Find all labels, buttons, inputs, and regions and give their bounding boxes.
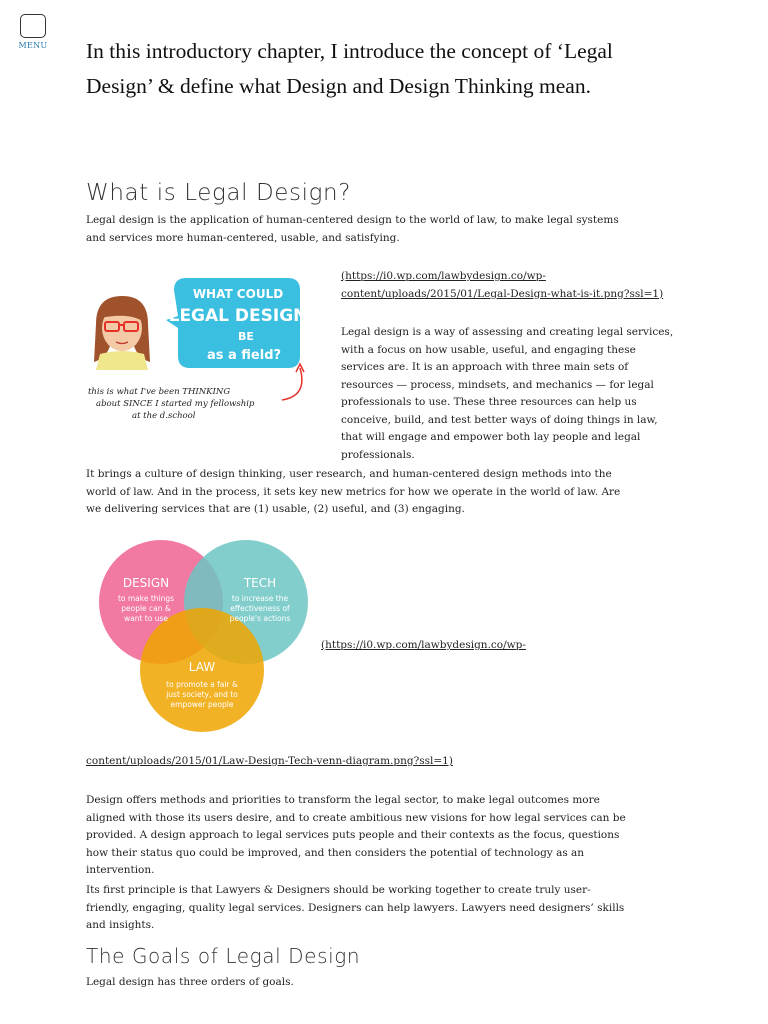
bubble-text-4: as a field? [206,348,282,363]
venn-tech-l3: people's actions [229,614,291,623]
paragraph-culture: It brings a culture of design thinking, user research, and human-centered design methods into the world of law. And in the process, it sets key new metrics for how we operate in the world of law. Are we delivering services that are (1) usable, (2) useful, and (3) engaging. [86,468,621,515]
venn-tech-l2: effectiveness of [230,604,290,613]
image-link-venn-part2[interactable] [86,753,586,771]
paragraph-assessing: Legal design is a way of assessing and creating legal services, with a focus on how usable, useful, and engaging these services are. It is an approach with three main sets of resources — process, mindsets, and mechanics — for legal professionals to use. These three resources can help us conceive, build, and test better ways of doing things in law, that will engage and empower both lay people and legal professionals. [341,326,674,461]
image-link-legal-design[interactable] [341,268,671,303]
shirt [96,351,148,370]
venn-design-title: DESIGN [122,576,170,590]
venn-law-l3: empower people [170,700,234,709]
paragraph-methods: Design offers methods and priorities to transform the legal sector, to make legal outcomes more aligned with those its users desire, and to create ambitious new visions for how legal services can be provided. A design approach to legal services puts people and their contexts as the focus, questions how their status quo could be improved, and then considers the potential of technology as an intervention. [86,794,626,876]
bubble-text-1: WHAT COULD [192,287,284,301]
venn-tech-title: TECH [243,576,277,590]
legal-design-illustration [86,266,326,436]
venn-design-l3: want to use [124,614,168,623]
menu-icon [20,14,46,38]
venn-design-l2: people can & [121,604,171,613]
paragraph-goals: Legal design has three orders of goals. [86,976,294,988]
menu-button[interactable] [18,14,48,54]
caption-line-2: about SINCE I started my fellowship [96,399,255,409]
venn-law-title: LAW [188,660,216,674]
bubble-text-2: LEGAL DESIGN [168,306,308,326]
venn-law-l1: to promote a fair & [166,680,238,689]
law-design-tech-venn-diagram [86,540,320,734]
caption-line-1: this is what I've been THINKING [88,387,231,397]
bubble-text-3: BE [238,330,254,343]
venn-design-l1: to make things [117,594,175,603]
image-link-venn-part1[interactable] [321,637,621,655]
intro-text: In this introductory chapter, I introduce the concept of ‘Legal Design’ & define what Design and Design Thinking mean. [86,39,613,98]
section-heading-what-is-legal-design: What is Legal Design? [86,180,352,206]
image-link-venn-anchor-2[interactable]: content/uploads/2015/01/Law-Design-Tech-venn-diagram.png?ssl=1) [86,755,453,767]
venn-law-l2: just society, and to [166,690,238,699]
paragraph-definition: Legal design is the application of human-centered design to the world of law, to make legal systems and services more human-centered, usable, and satisfying. [86,214,619,244]
image-link-legal-design-anchor[interactable]: (https://i0.wp.com/lawbydesign.co/wp-content/uploads/2015/01/Legal-Design-what-is-it.png?ssl=1) [341,270,664,300]
section-heading-goals: The Goals of Legal Design [86,944,361,968]
image-link-venn-anchor-1[interactable]: (https://i0.wp.com/lawbydesign.co/wp- [321,639,526,651]
venn-tech-l1: to increase the [231,594,289,603]
menu-label: MENU [18,41,48,50]
caption-line-3: at the d.school [132,411,196,421]
arrow-curve [282,368,302,400]
paragraph-first-principle: Its first principle is that Lawyers & Designers should be working together to create truly user-friendly, engaging, quality legal services. Designers can help lawyers. Lawyers need designers’ skills and insights. [86,884,625,931]
